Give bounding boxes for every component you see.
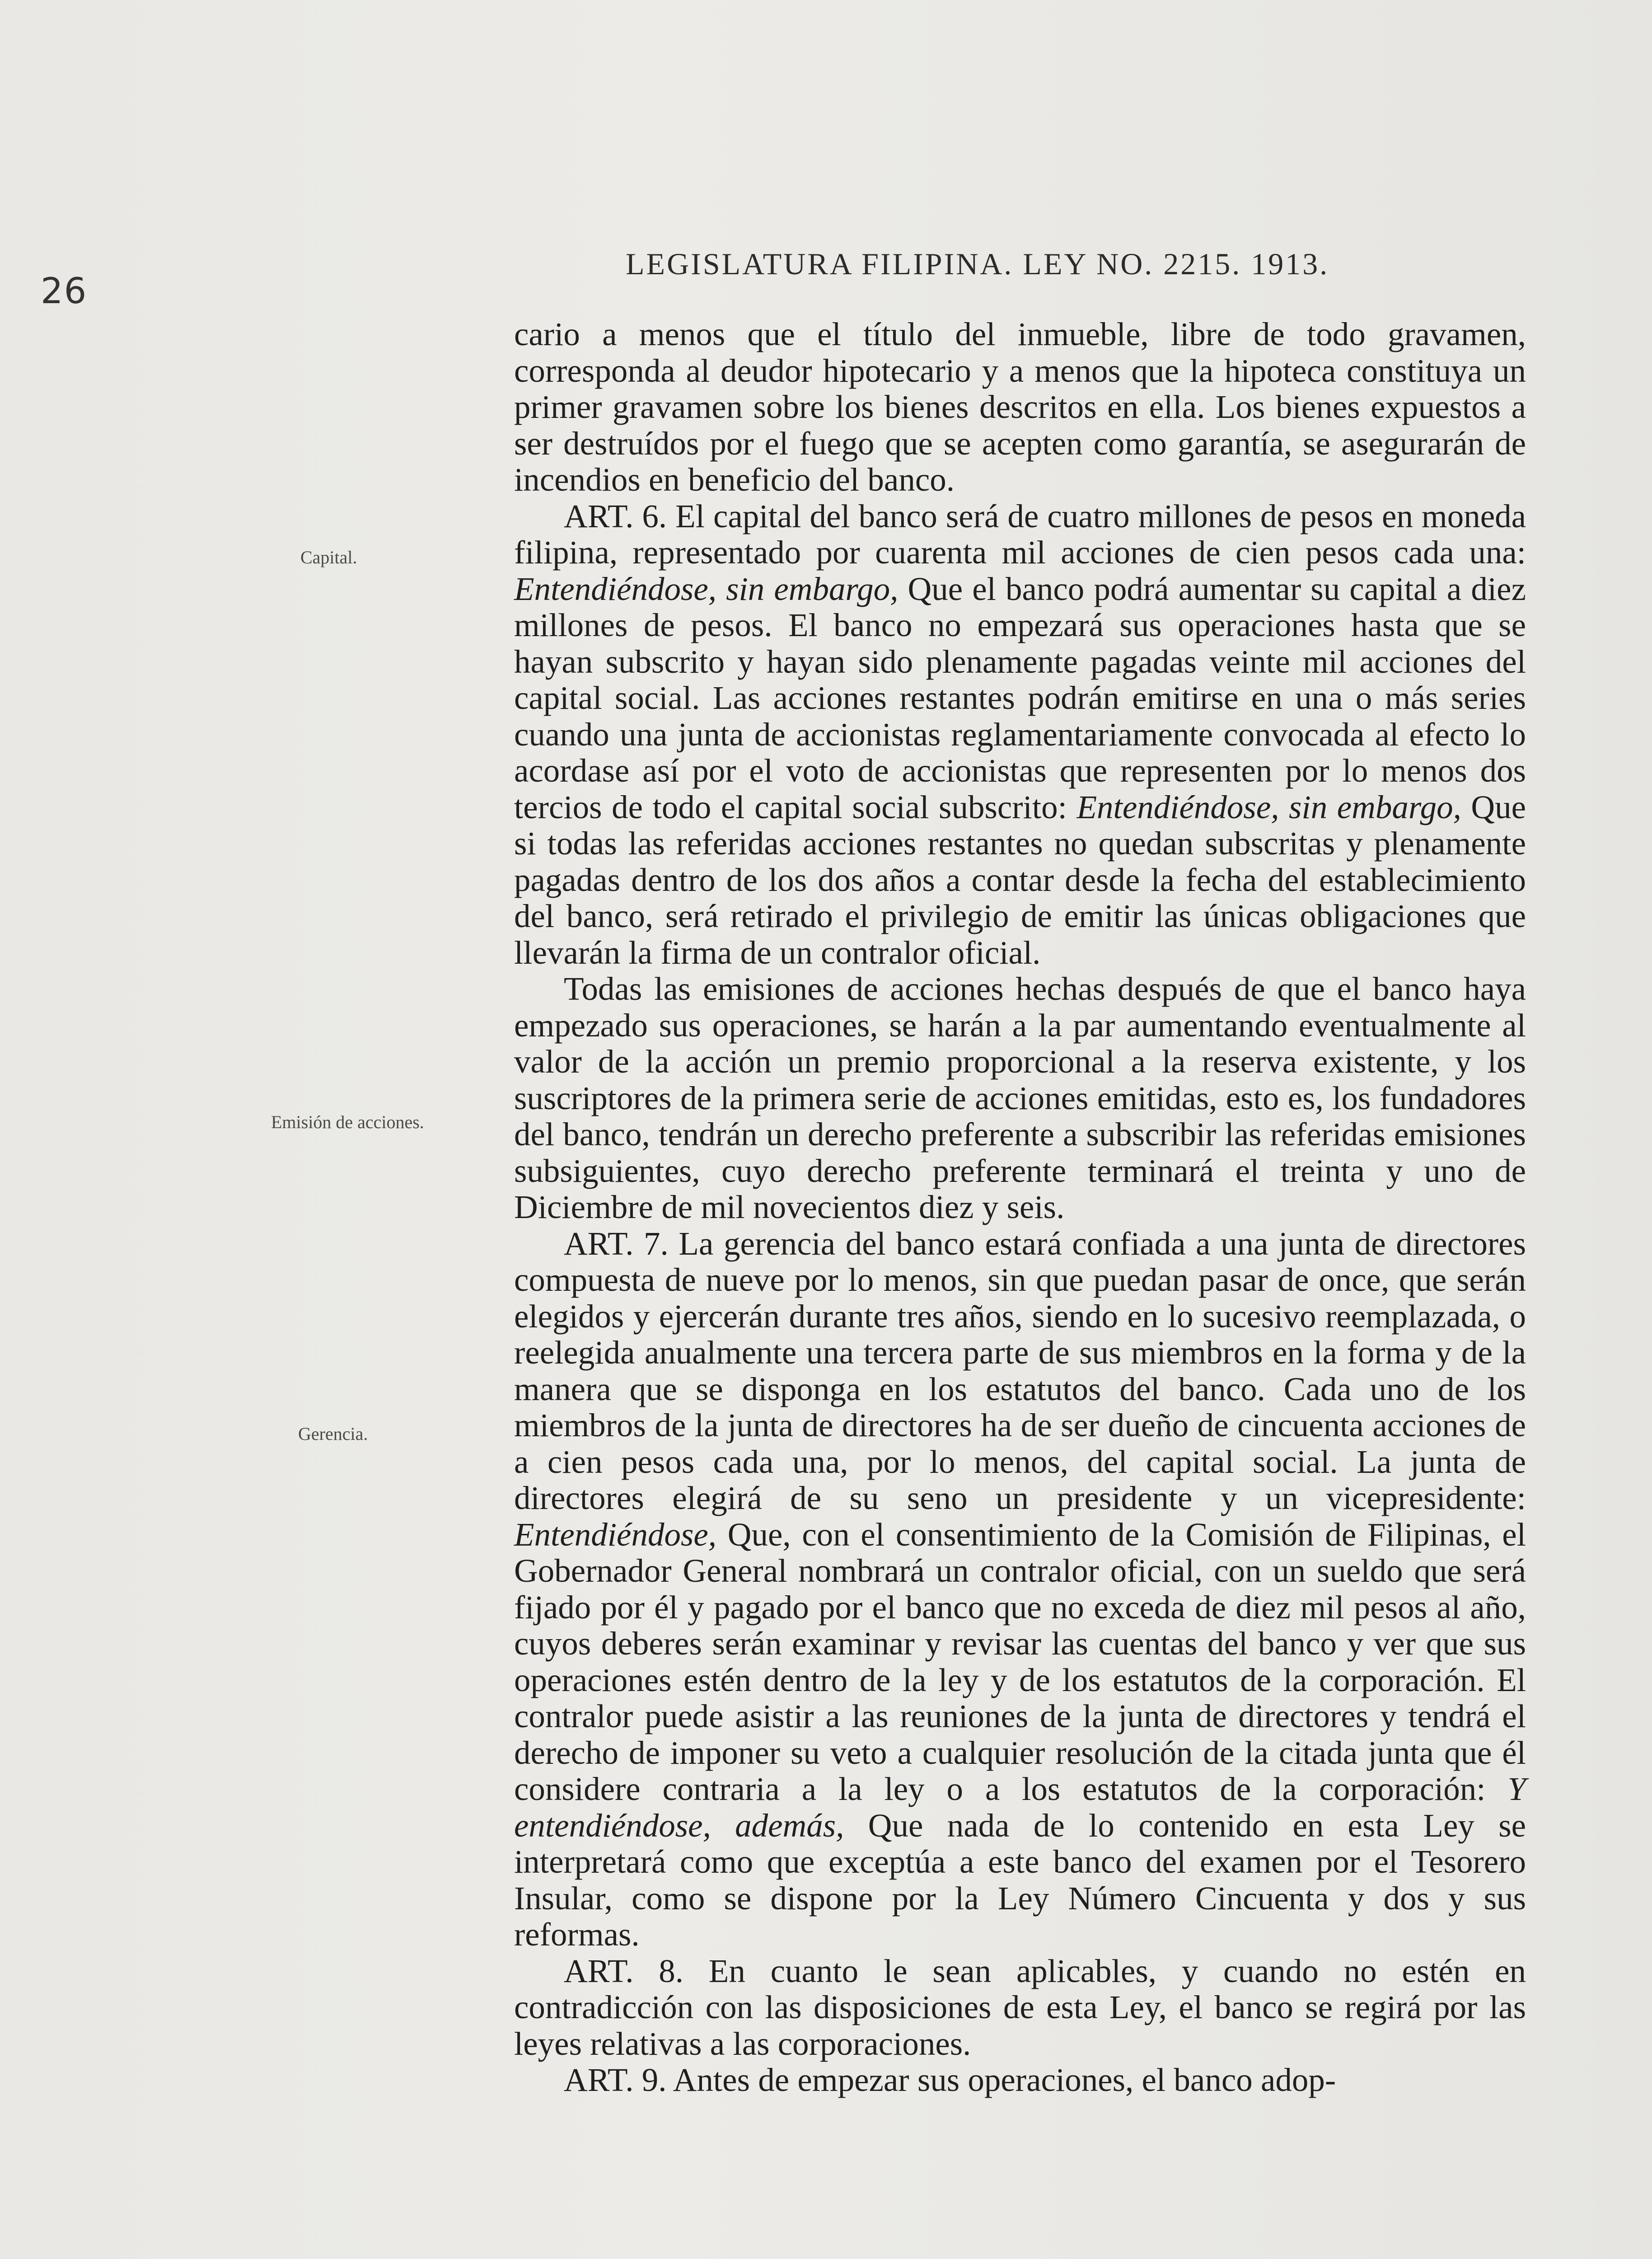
- paragraph-art-7: [514, 1226, 1526, 1953]
- article-label: ART. 8.: [564, 1952, 683, 1989]
- paragraph-text: Que nada de lo contenido en esta Ley se interpretará como que exceptúa a este banco del examen por el Tesorero Insular, como se dispone por la Ley Número Cincuenta y dos y sus reformas.: [514, 1807, 1526, 1953]
- paragraph-text: La gerencia del banco estará confiada a una junta de directores compuesta de nueve por lo menos, sin que puedan pasar de once, que serán elegidos y ejercerán durante tres años, siendo en lo sucesivo reemplazada, o reelegida anualmente una tercera parte de sus miembros en la forma y de la manera que se disponga en los estatutos del banco. Cada uno de los miembros de la junta de directores ha de ser dueño de cincuenta acciones de a cien pesos cada una, por lo menos, del capital social. La junta de directores elegirá de su seno un presidente y un vicepresidente:: [514, 1225, 1526, 1516]
- paragraph-art-8: [514, 1953, 1526, 2062]
- paragraph-emision: [514, 971, 1526, 1226]
- paragraph-art-9: [514, 2062, 1526, 2099]
- article-label: ART. 7.: [564, 1225, 669, 1262]
- article-label: ART. 9.: [564, 2062, 667, 2098]
- paragraph-text: cario a menos que el título del inmueble, libre de todo gravamen, corresponda al deudor hipotecario y a menos que la hipoteca constituya un primer gravamen sobre los bienes descritos en ella. Los bienes expuestos a ser destruídos por el fuego que se acepten como garantía, se asegurarán de incendios en beneficio del banco.: [514, 316, 1526, 498]
- proviso-emphasis: Entendiéndose,: [514, 1516, 717, 1553]
- paragraph-text: El capital del banco será de cuatro millones de pesos en moneda filipina, representado por cuarenta mil acciones de cien pesos cada una:: [514, 497, 1526, 571]
- sidenote-emision-acciones: Emisión de acciones.: [271, 1112, 424, 1132]
- paragraph-continuation: [514, 316, 1526, 498]
- paragraph-text: Todas las emisiones de acciones hechas después de que el banco haya empezado sus operaciones, se harán a la par aumentando eventualmente al valor de la acción un premio proporcional a la reserva existente, y los suscriptores de la primera serie de acciones emitidas, esto es, los fundadores del banco, tendrán un derecho preferente a subscribir las referidas emisiones subsiguientes, cuyo derecho preferente terminará el treinta y uno de Diciembre de mil novecientos diez y seis.: [514, 970, 1526, 1225]
- body-text: [514, 316, 1526, 2099]
- article-label: ART. 6.: [564, 497, 667, 534]
- running-head: LEGISLATURA FILIPINA. LEY NO. 2215. 1913.: [626, 247, 1329, 281]
- paragraph-text: Que si todas las referidas acciones restantes no quedan subscritas y plenamente pagadas dentro de los dos años a contar desde la fecha del establecimiento del banco, será retirado el privilegio de emitir las únicas obligaciones que llevarán la firma de un contralor oficial.: [514, 788, 1526, 971]
- sidenote-capital: Capital.: [300, 547, 357, 567]
- paragraph-text: En cuanto le sean aplicables, y cuando no estén en contradicción con las disposiciones de esta Ley, el banco se regirá por las leyes relativas a las corporaciones.: [514, 1952, 1526, 2062]
- proviso-emphasis: Entendiéndose, sin embargo,: [514, 570, 899, 607]
- paragraph-text: Que, con el consentimiento de la Comisión de Filipinas, el Gobernador General nombrará un contralor oficial, con un sueldo que será fijado por él y pagado por el banco que no exceda de diez mil pesos al año, cuyos deberes serán examinar y revisar las cuentas del banco y ver que sus operaciones estén dentro de la ley y de los estatutos de la corporación. El contralor puede asistir a las reuniones de la junta de directores y tendrá el derecho de imponer su veto a cualquier resolución de la citada junta que él considere contraria a la ley o a los estatutos de la corporación:: [514, 1516, 1526, 1807]
- paragraph-text: Antes de empezar sus operaciones, el banco adop-: [666, 2062, 1336, 2098]
- sidenote-gerencia: Gerencia.: [298, 1424, 368, 1444]
- proviso-emphasis: Y entendiéndose, además,: [514, 1771, 1526, 1844]
- paragraph-art-6: [514, 498, 1526, 971]
- proviso-emphasis: Entendiéndose, sin embargo,: [1076, 788, 1461, 825]
- paragraph-text: Que el banco podrá aumentar su capital a diez millones de pesos. El banco no empezará sus operaciones hasta que se hayan subscrito y hayan sido plenamente pagadas veinte mil acciones del capital social. Las acciones restantes podrán emitirse en una o más series cuando una junta de accionistas reglamentariamente convocada al efecto lo acordase así por el voto de accionistas que representen por lo menos dos tercios de todo el capital social subscrito:: [514, 570, 1526, 825]
- page-number: 26: [41, 271, 88, 312]
